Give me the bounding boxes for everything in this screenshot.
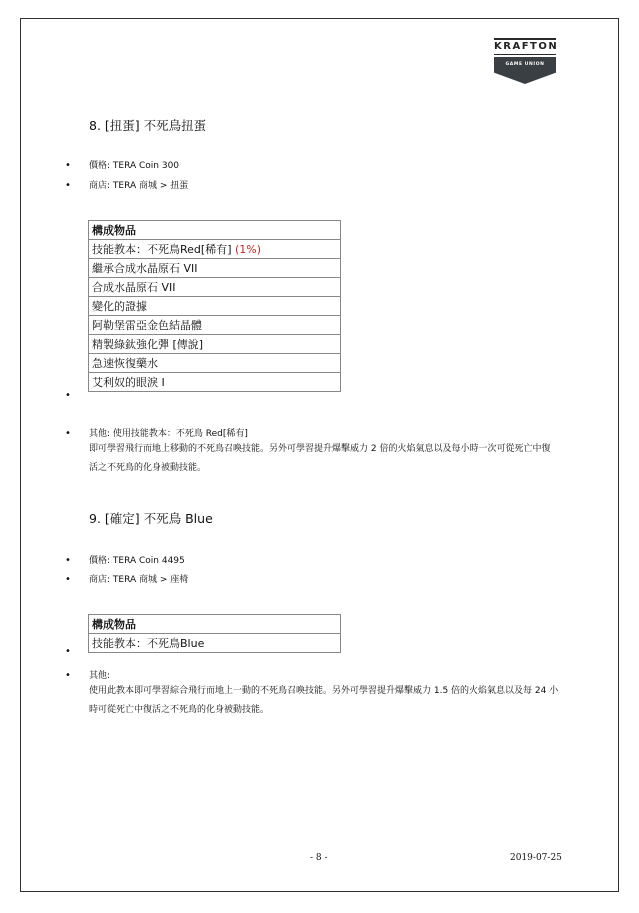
item-name: 繼承合成水晶原石 VII bbox=[92, 262, 198, 275]
krafton-logo bbox=[494, 38, 559, 84]
section-9-store: 商店: TERA 商城 > 座椅 bbox=[89, 575, 189, 585]
section-8-items-table bbox=[88, 220, 341, 392]
item-name: 艾利奴的眼淚 I bbox=[92, 376, 165, 389]
bullet: • bbox=[65, 646, 71, 657]
section-9-other-title: 其他: bbox=[89, 671, 111, 681]
logo-wordmark: KRAFTON bbox=[494, 38, 556, 55]
section-8-other-title: 其他: 使用技能教本：不死鳥 Red[稀有] bbox=[89, 429, 248, 439]
item-name: 阿勒堡雷亞金色結晶體 bbox=[92, 319, 202, 332]
item-name: 技能教本：不死鳥Red[稀有] bbox=[92, 243, 232, 256]
item-name: 合成水晶原石 VII bbox=[92, 281, 176, 294]
logo-subtitle: GAME UNION bbox=[505, 62, 545, 67]
section-9-items-table bbox=[88, 614, 341, 653]
footer-date: 2019-07-25 bbox=[510, 853, 562, 863]
item-cell bbox=[89, 316, 341, 335]
section-9-heading: 9. [確定] 不死鳥 Blue bbox=[89, 511, 213, 526]
table-header: 構成物品 bbox=[89, 615, 341, 634]
item-cell bbox=[89, 259, 341, 278]
table-row bbox=[89, 316, 341, 335]
item-cell bbox=[89, 335, 341, 354]
bullet: • bbox=[65, 428, 71, 439]
bullet: • bbox=[65, 555, 71, 566]
table-header: 構成物品 bbox=[89, 221, 341, 240]
item-name: 急速恢復藥水 bbox=[92, 357, 158, 370]
bullet: • bbox=[65, 390, 71, 401]
table-row bbox=[89, 259, 341, 278]
bullet: • bbox=[65, 180, 71, 191]
drop-rate: (1%) bbox=[234, 243, 262, 256]
table-row bbox=[89, 373, 341, 392]
item-name: 精製綠鈦強化彈 [傳說] bbox=[92, 338, 204, 351]
bullet: • bbox=[65, 574, 71, 585]
section-8-price: 價格: TERA Coin 300 bbox=[89, 161, 180, 171]
table-row bbox=[89, 354, 341, 373]
item-cell bbox=[89, 278, 341, 297]
table-row bbox=[89, 278, 341, 297]
table-row bbox=[89, 240, 341, 259]
item-cell bbox=[89, 634, 341, 653]
item-name: 變化的證據 bbox=[92, 300, 147, 313]
table-row bbox=[89, 634, 341, 653]
table-row bbox=[89, 335, 341, 354]
bullet: • bbox=[65, 670, 71, 681]
section-8-store: 商店: TERA 商城 > 扭蛋 bbox=[89, 181, 189, 191]
table-header-row bbox=[89, 221, 341, 240]
section-9-other-text: 使用此教本即可學習綜合飛行而地上一動的不死鳥召喚技能。另外可學習提升爆擊威力 1.5 倍的火焰氣息以及每 24 小時可從死亡中復活之不死鳥的化身被動技能。 bbox=[89, 686, 559, 715]
bullet: • bbox=[65, 160, 71, 171]
page-number: - 8 - bbox=[310, 853, 328, 863]
item-cell bbox=[89, 240, 341, 259]
item-cell bbox=[89, 354, 341, 373]
table-row bbox=[89, 297, 341, 316]
section-8-other-text: 即可學習飛行而地上移動的不死鳥召喚技能。另外可學習提升爆擊威力 2 倍的火焰氣息以及每小時一次可從死亡中復活之不死鳥的化身被動技能。 bbox=[89, 444, 551, 473]
item-name: 技能教本：不死鳥Blue bbox=[92, 637, 205, 650]
section-9-price: 價格: TERA Coin 4495 bbox=[89, 556, 185, 566]
item-cell bbox=[89, 373, 341, 392]
table-header-row bbox=[89, 615, 341, 634]
section-8-heading: 8. [扭蛋] 不死鳥扭蛋 bbox=[89, 118, 207, 133]
item-cell bbox=[89, 297, 341, 316]
